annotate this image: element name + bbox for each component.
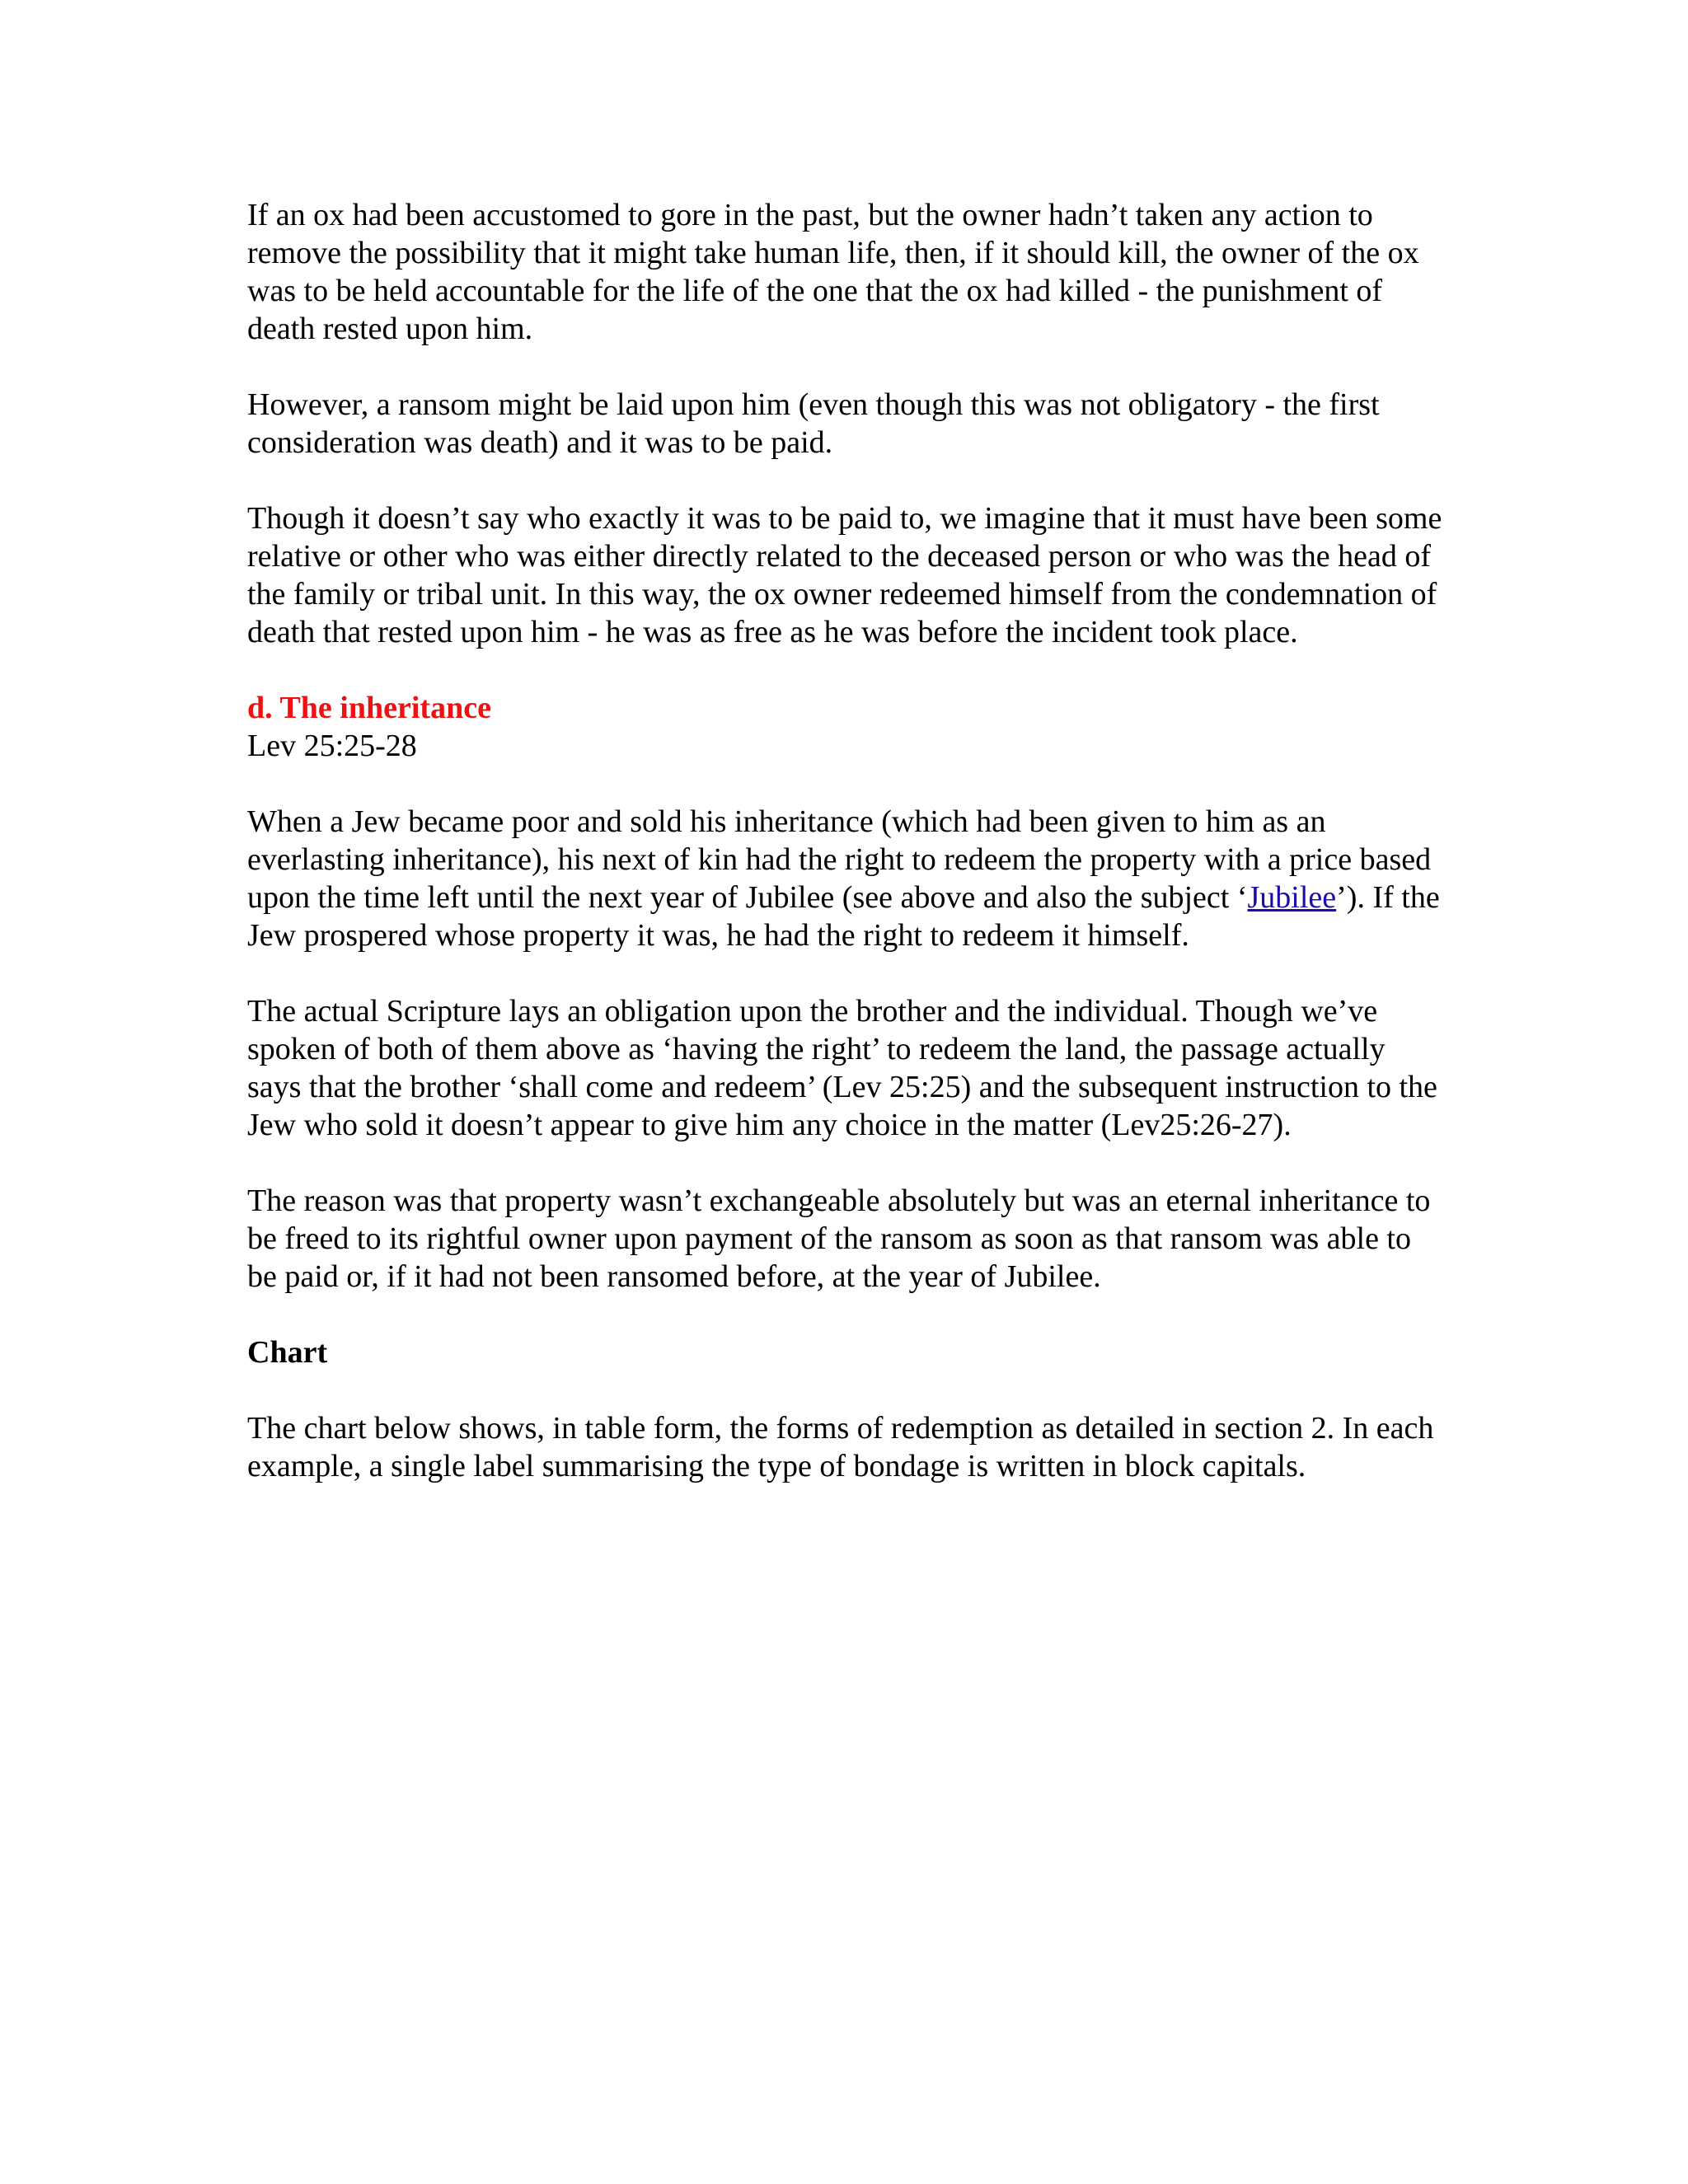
document-page [247,196,1442,1523]
scripture-reference: Lev 25:25-28 [247,729,417,763]
paragraph-paid-to: Though it doesn’t say who exactly it was to be paid to, we imagine that it must have been some relative or other who was either directly related to the deceased person or who was the head of the family or tribal unit. In this way, the ox owner redeemed himself from the condemnation of death that rested upon him - he was as free as he was before the incident took place. [247,501,1442,649]
paragraph-ransom: However, a ransom might be laid upon him (even though this was not obligatory - the first consideration was death) and it was to be paid. [247,387,1380,460]
paragraph-obligation: The actual Scripture lays an obligation upon the brother and the individual. Though we’ve spoken of both of them above as ‘having the right’ to redeem the land, the passage actually says that the brother ‘shall come and redeem’ (Lev 25:25) and the subsequent instruction to the Jew who sold it doesn’t appear to give him any choice in the matter (Lev25:26-27). [247,994,1437,1142]
paragraph-ox-gore: If an ox had been accustomed to gore in the past, but the owner hadn’t taken any action to remove the possibility that it might take human life, then, if it should kill, the owner of the ox was to be held accountable for the life of the one that the ox had killed - the punishment of death rested upon him. [247,198,1419,346]
section-heading-chart: Chart [247,1335,328,1370]
section-heading-inheritance: d. The inheritance [247,691,491,725]
paragraph-inheritance-text-1: When a Jew became poor and sold his inheritance (which had been given to him as an everlasting inheritance), his next of kin had the right to redeem the property with a price based upon the time left until the next year of Jubilee (see above and also the subject ‘ [247,804,1432,915]
jubilee-link[interactable]: Jubilee [1247,880,1337,915]
paragraph-inheritance [247,803,1442,954]
paragraph-chart-description: The chart below shows, in table form, the forms of redemption as detailed in section 2. In each example, a single label summarising the type of bondage is written in block capitals. [247,1411,1434,1483]
paragraph-reason: The reason was that property wasn’t exchangeable absolutely but was an eternal inheritance to be freed to its rightful owner upon payment of the ransom as soon as that ransom was able to be paid or, if it had not been ransomed before, at the year of Jubilee. [247,1183,1431,1294]
paragraph-inheritance-text-2: ’). If the Jew prospered whose property it was, he had the right to redeem it himself. [247,880,1440,953]
